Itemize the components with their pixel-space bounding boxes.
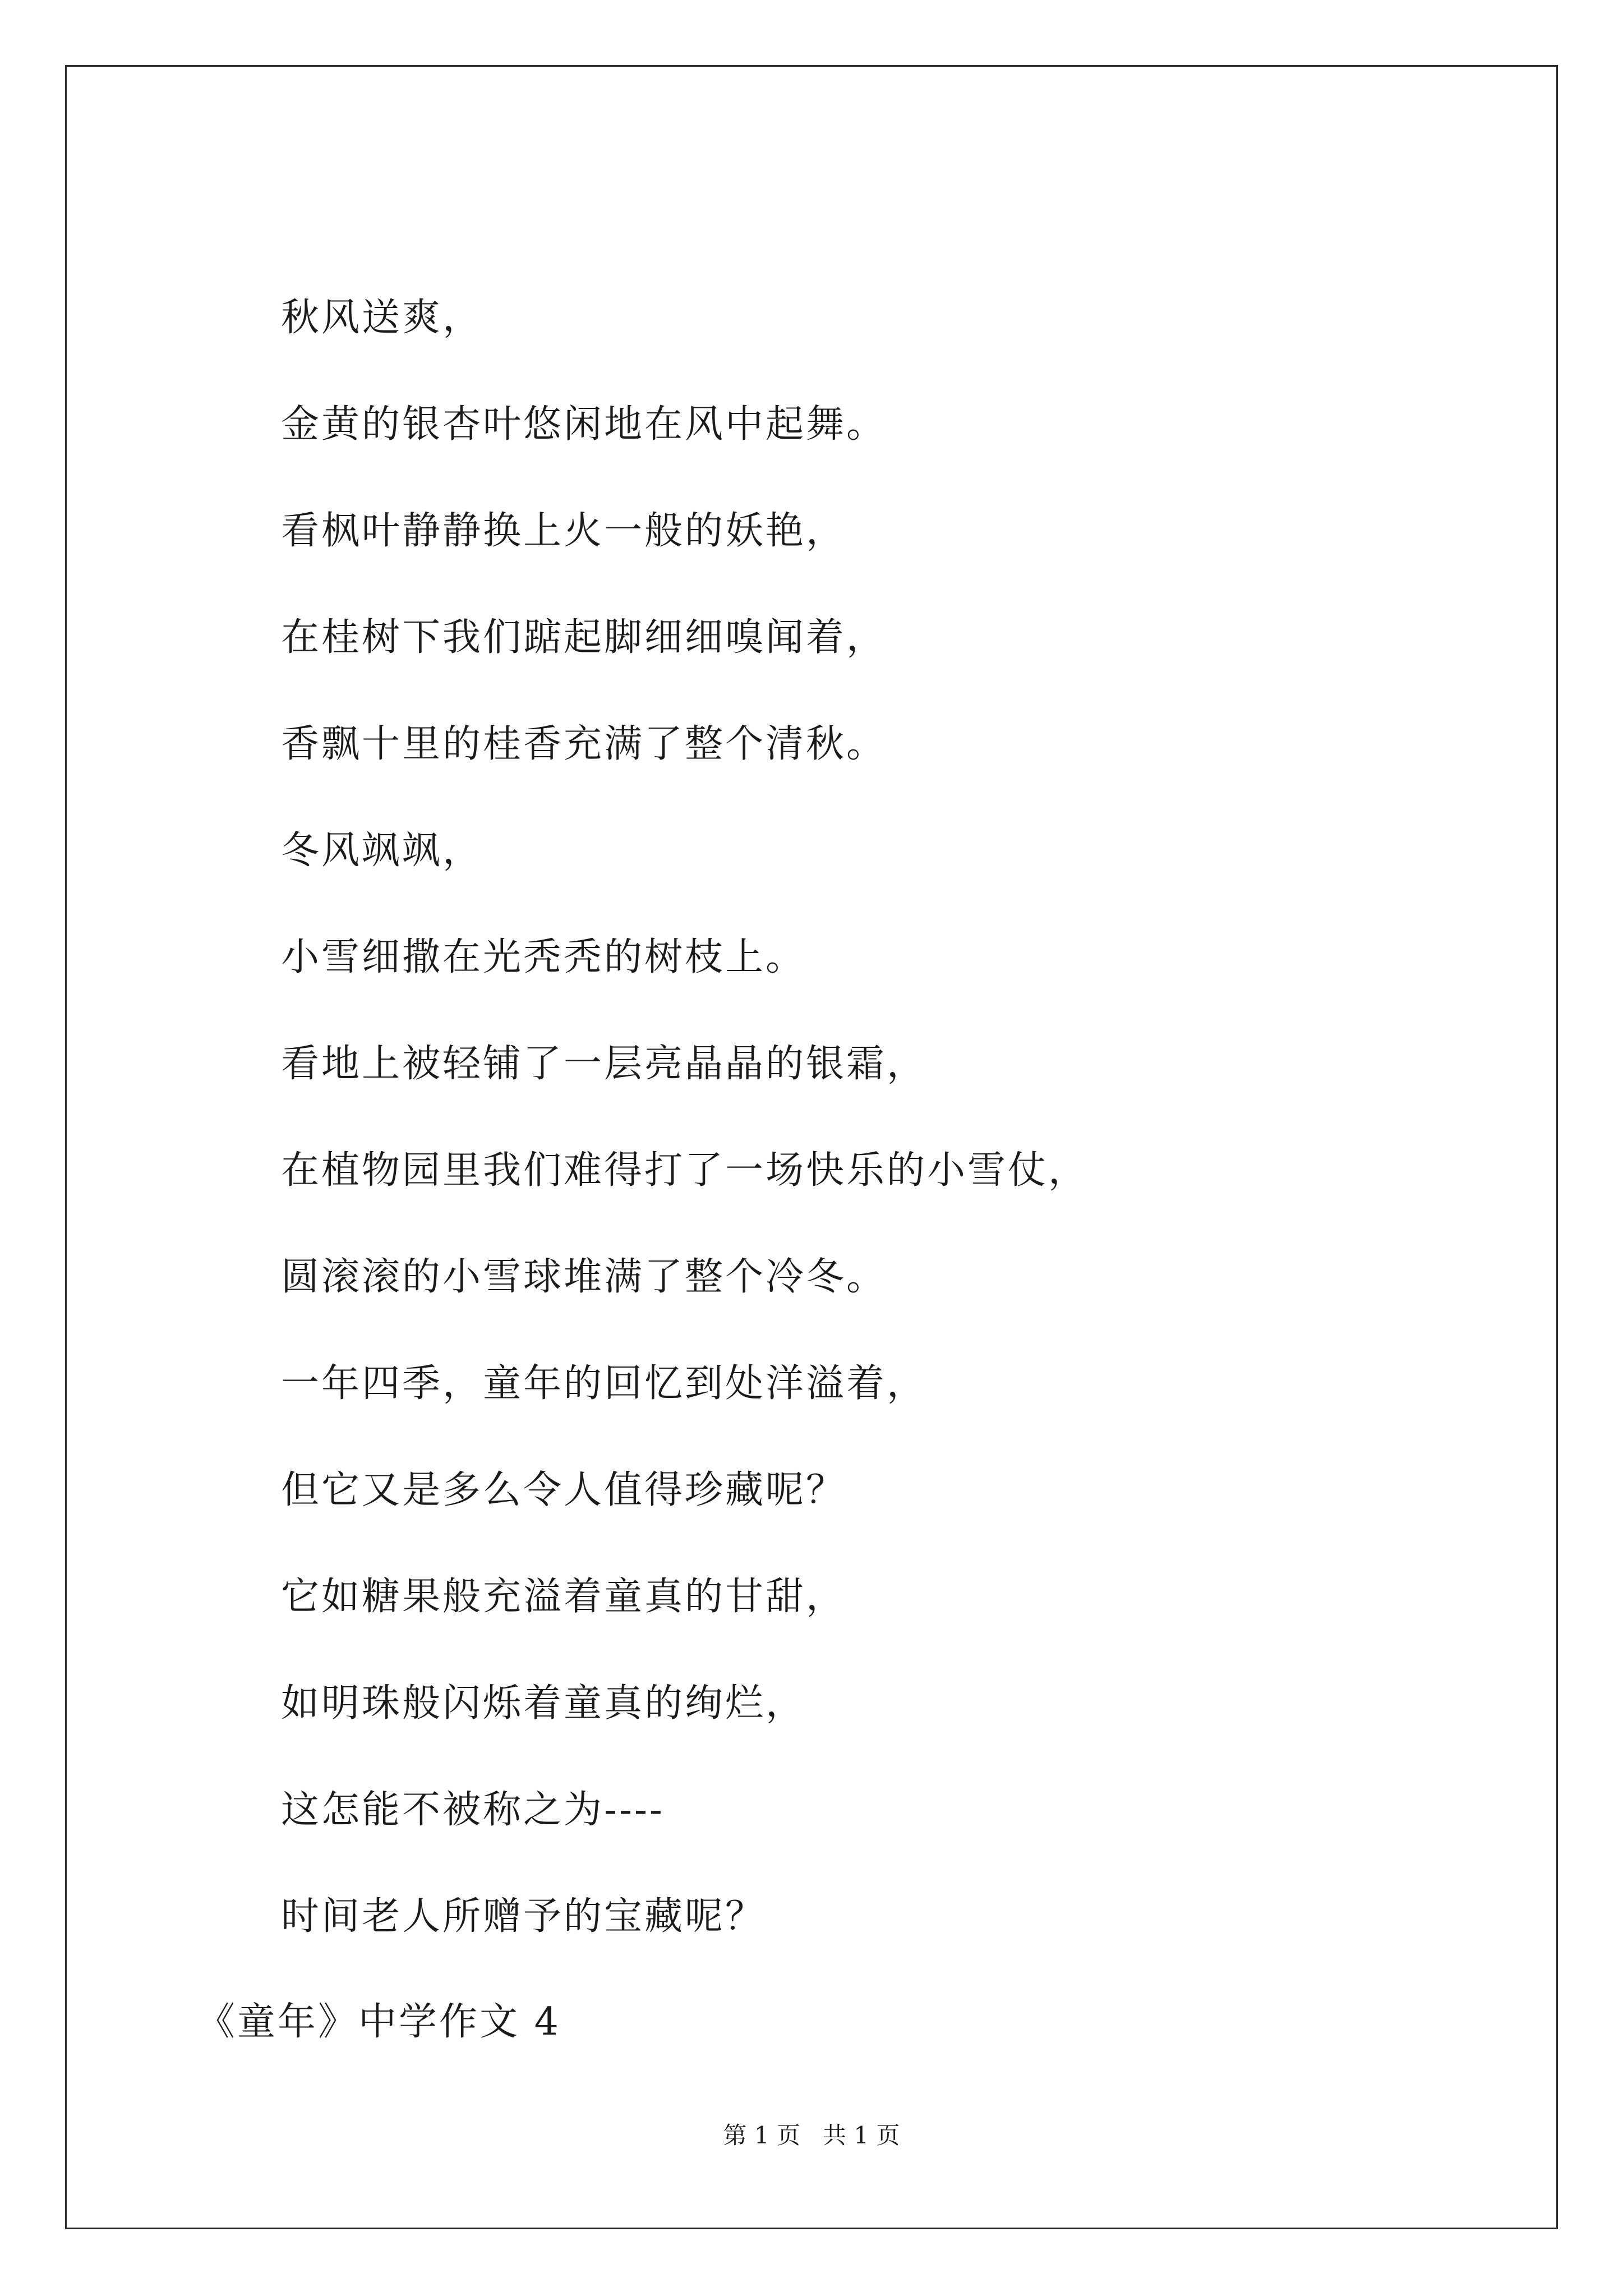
text-line: 时间老人所赠予的宝藏呢？ [281,1894,766,1939]
text-line: 在桂树下我们踮起脚细细嗅闻着， [281,615,887,660]
text-line: 金黄的银杏叶悠闲地在风中起舞。 [281,402,887,447]
text-line: 它如糖果般充溢着童真的甘甜， [281,1575,847,1619]
text-line: 但它又是多么令人值得珍藏呢？ [281,1468,847,1512]
document-body [67,67,1556,2228]
page-frame [65,65,1558,2229]
text-line: 秋风送爽， [281,296,483,340]
section-heading: 《童年》中学作文 4 [197,2000,561,2044]
text-line: 看枫叶静静换上火一般的妖艳， [281,509,847,553]
text-line: 一年四季，童年的回忆到处洋溢着， [281,1361,928,1406]
text-line: 这怎能不被称之为---- [281,1788,665,1832]
text-line: 香飘十里的桂香充满了整个清秋。 [281,722,887,766]
text-line: 小雪细撒在光秃秃的树枝上。 [281,935,806,979]
text-line: 看地上被轻铺了一层亮晶晶的银霜， [281,1042,928,1086]
text-line: 如明珠般闪烁着童真的绚烂， [281,1681,806,1726]
page-footer: 第 1 页 共 1 页 [723,2122,900,2149]
text-line: 圆滚滚的小雪球堆满了整个冷冬。 [281,1255,887,1299]
text-line: 冬风飒飒， [281,829,483,873]
text-line: 在植物园里我们难得打了一场快乐的小雪仗， [281,1148,1089,1193]
